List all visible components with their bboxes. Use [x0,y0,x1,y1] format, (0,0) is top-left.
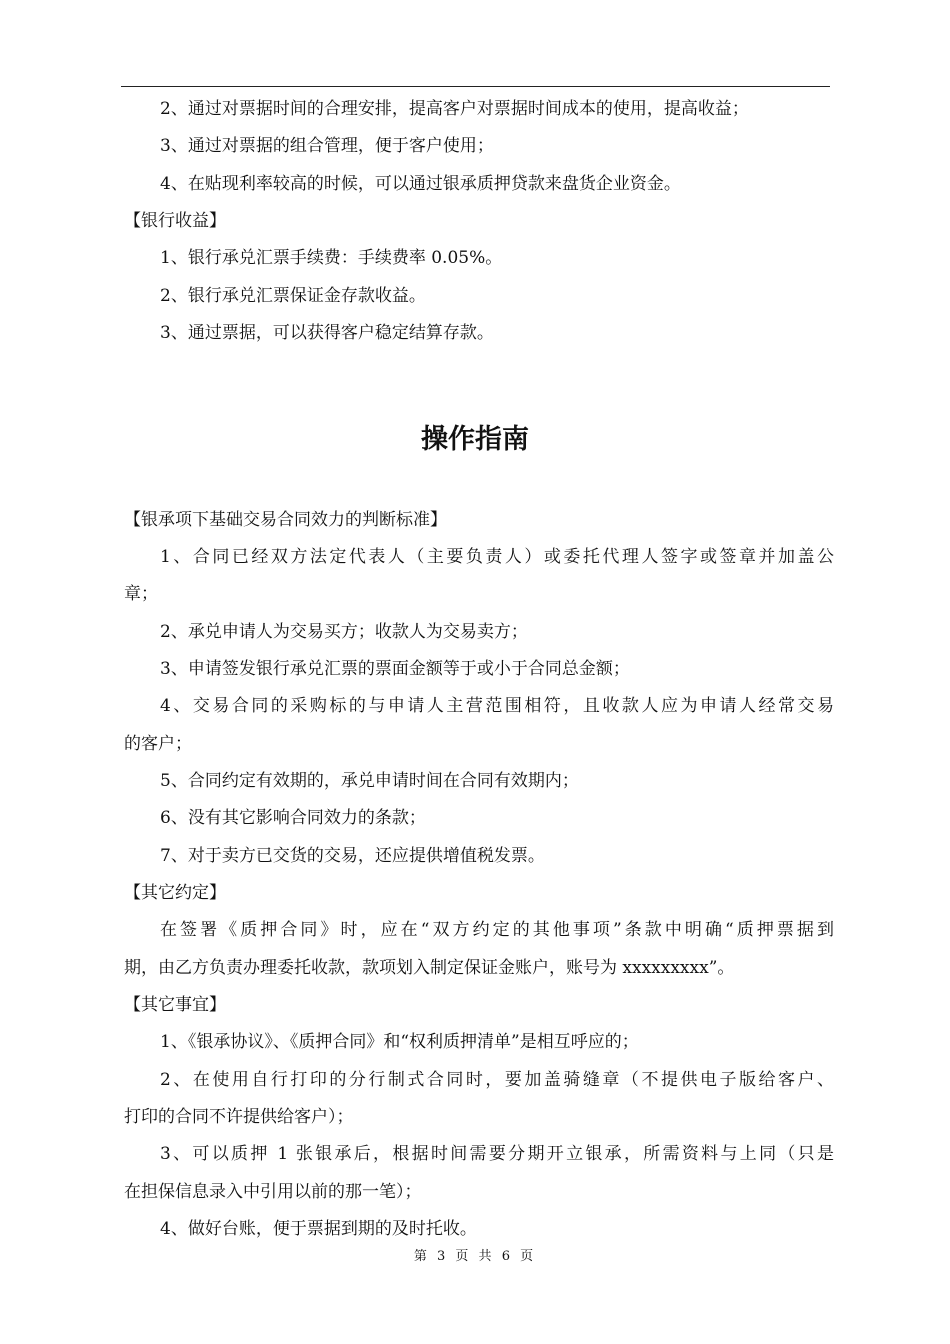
matters-heading: 【其它事宜】 [124,995,226,1015]
header-rule [121,86,830,87]
upper-line-4: 4、在贴现利率较高的时候，可以通过银承质押贷款来盘货企业资金。 [160,174,681,194]
upper-line-2: 2、通过对票据时间的合理安排，提高客户对票据时间成本的使用，提高收益； [160,99,749,119]
page-footer: 第 3 页 共 6 页 [413,1249,537,1264]
bank-income-item-2: 2、银行承兑汇票保证金存款收益。 [160,286,426,306]
matters-item-3-line-2: 在担保信息录入中引用以前的那一笔）； [124,1182,422,1202]
criteria-item-1-line-2: 章； [124,584,158,604]
matters-item-2-line-2: 打印的合同不许提供给客户）； [124,1107,354,1127]
bank-income-item-3: 3、通过票据，可以获得客户稳定结算存款。 [160,323,494,343]
criteria-item-2: 2、承兑申请人为交易买方；收款人为交易卖方； [160,622,528,642]
matters-item-4: 4、做好台账，便于票据到期的及时托收。 [160,1219,477,1239]
criteria-heading: 【银承项下基础交易合同效力的判断标准】 [124,510,447,530]
criteria-item-3: 3、申请签发银行承兑汇票的票面金额等于或小于合同总金额； [160,659,630,679]
matters-item-3-line-1: 3、可以质押 1 张银承后，根据时间需要分期开立银承，所需资料与上同（只是 [160,1144,834,1164]
agreement-heading: 【其它约定】 [124,883,226,903]
page-title: 操作指南 [421,424,529,455]
matters-item-2-line-1: 2、在使用自行打印的分行制式合同时，要加盖骑缝章（不提供电子版给客户、 [160,1070,834,1090]
bank-income-item-1: 1、银行承兑汇票手续费：手续费率 0.05%。 [160,248,503,268]
agreement-para-line-2: 期，由乙方负责办理委托收款，款项划入制定保证金账户，账号为 xxxxxxxxx”。 [124,958,735,978]
agreement-para-line-1: 在签署《质押合同》时，应在“双方约定的其他事项”条款中明确“质押票据到 [160,920,834,940]
criteria-item-5: 5、合同约定有效期的，承兑申请时间在合同有效期内； [160,771,579,791]
bank-income-heading: 【银行收益】 [124,211,226,231]
criteria-item-6: 6、没有其它影响合同效力的条款； [160,808,426,828]
matters-item-1: 1、《银承协议》、《质押合同》和“权利质押清单”是相互呼应的； [160,1032,639,1052]
criteria-item-7: 7、对于卖方已交货的交易，还应提供增值税发票。 [160,846,545,866]
criteria-item-4-line-1: 4、交易合同的采购标的与申请人主营范围相符，且收款人应为申请人经常交易 [160,696,834,716]
upper-line-3: 3、通过对票据的组合管理，便于客户使用； [160,136,494,156]
criteria-item-1-line-1: 1、合同已经双方法定代表人（主要负责人）或委托代理人签字或签章并加盖公 [160,547,834,567]
criteria-item-4-line-2: 的客户； [124,734,192,754]
